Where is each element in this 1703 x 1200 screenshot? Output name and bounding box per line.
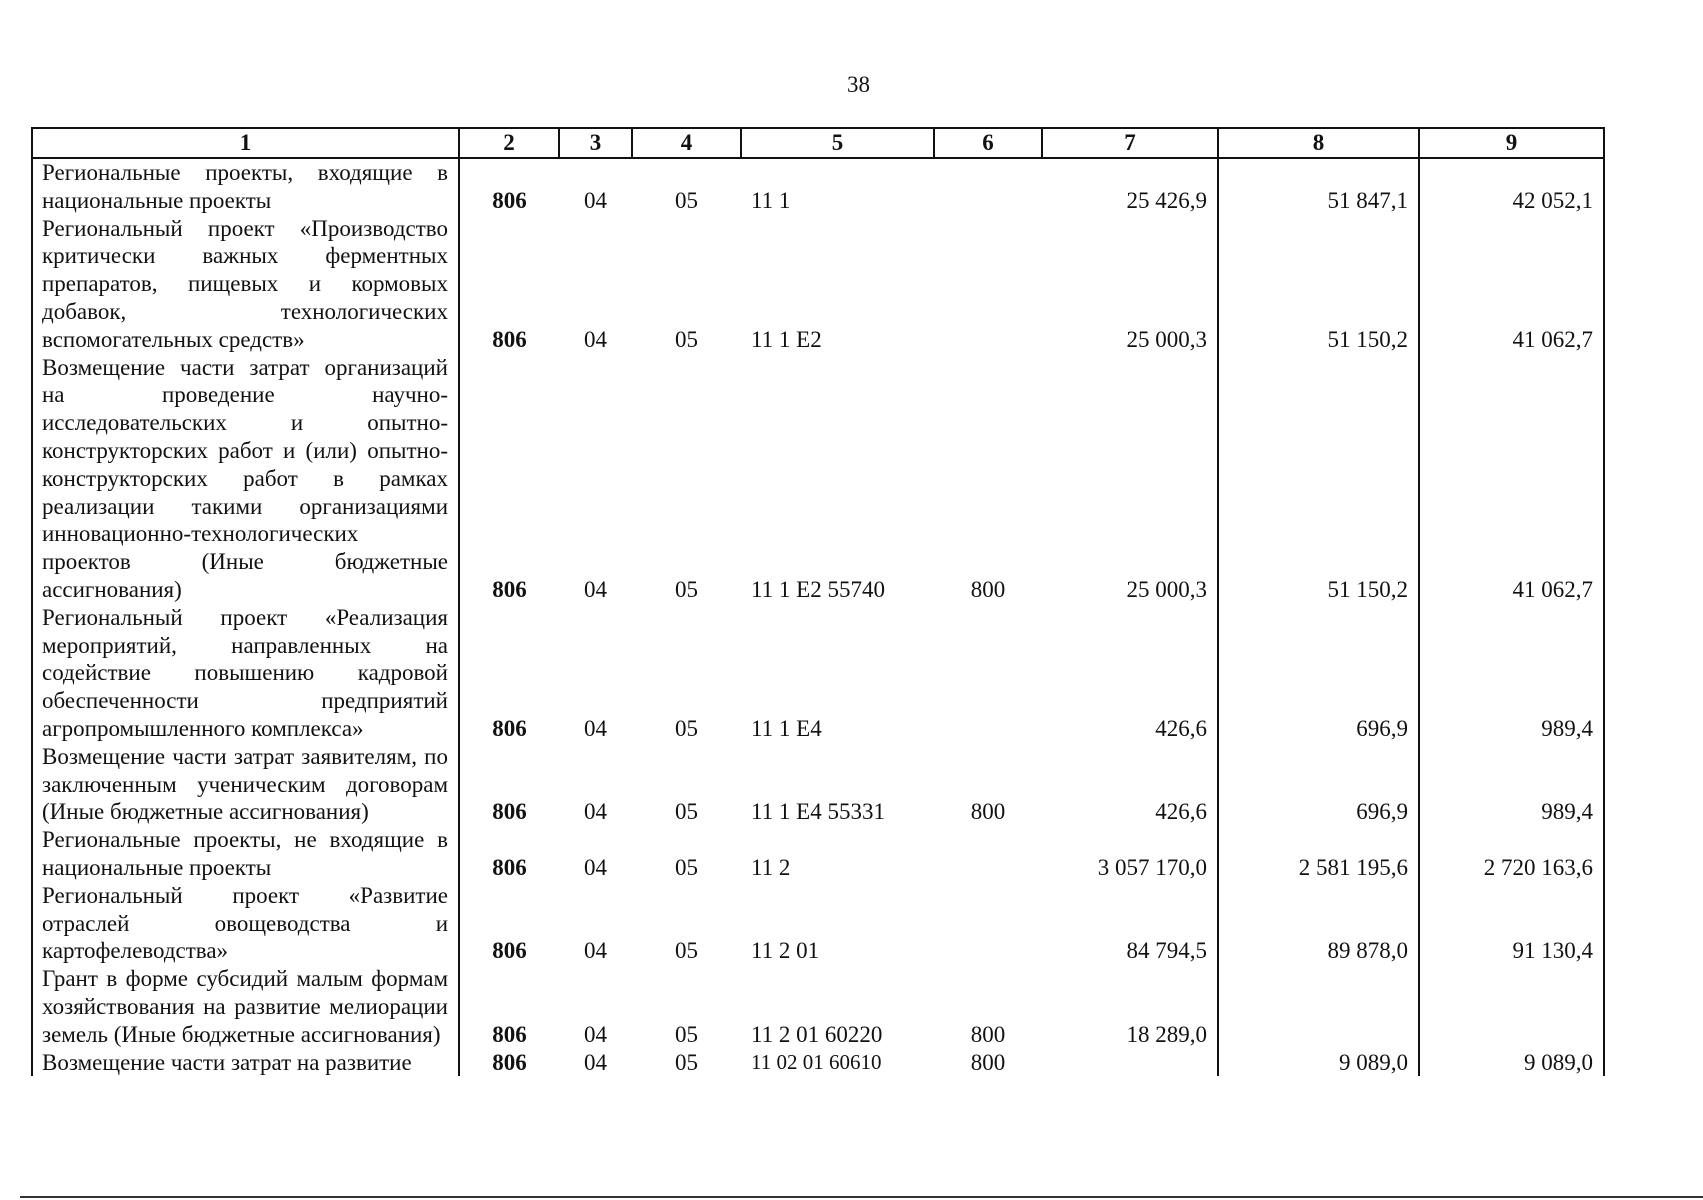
table-row [32,604,1604,743]
expense-type-code [934,882,1042,965]
table-row [32,882,1604,965]
expense-type-code [934,215,1042,354]
grbs-code: 806 [492,854,527,880]
amount-col9: 41 062,7 [1419,354,1604,604]
amount-col9: 91 130,4 [1419,882,1604,965]
target-article-code: 11 2 [751,854,791,880]
subsection-code: 05 [675,1049,698,1075]
expense-type-code [934,826,1042,882]
budget-table [31,127,1605,1076]
amount-col7: 25 000,3 [1042,354,1218,604]
amount-col9: 989,4 [1419,743,1604,826]
amount-col9 [1419,965,1604,1048]
amount-col9: 2 720 163,6 [1419,826,1604,882]
target-article-code: 11 1 E4 55331 [751,799,885,825]
grbs-code: 806 [492,576,527,602]
row-description: Возмещение части затрат на развитие [32,1049,459,1077]
expense-type-code: 800 [970,1021,1006,1047]
subsection-code: 05 [675,854,698,880]
amount-col7: 25 000,3 [1042,215,1218,354]
subsection-code: 05 [675,799,698,825]
grbs-code: 806 [492,715,527,741]
target-article-code: 11 02 01 60610 [751,1049,882,1074]
amount-col7: 3 057 170,0 [1042,826,1218,882]
target-article-code: 11 1 E2 55740 [751,576,885,602]
page-number: 38 [847,72,870,97]
row-description: Региональные проекты, не входящие в национальные проекты [32,826,459,882]
column-header: 4 [632,128,741,158]
column-header: 6 [934,128,1042,158]
column-header: 7 [1042,128,1218,158]
amount-col8: 51 847,1 [1218,158,1419,215]
target-article-code: 11 2 01 [751,938,820,964]
target-article-code: 11 2 01 60220 [751,1021,883,1047]
header-row [32,128,1604,158]
amount-col8: 696,9 [1218,743,1419,826]
row-description: Региональный проект «Реализация мероприятий, направленных на содействие повышению кадровой обеспеченности предприятий агропромышленного комплекса» [32,604,459,743]
amount-col8: 51 150,2 [1218,354,1419,604]
row-description: Региональный проект «Производство критически важных ферментных препаратов, пищевых и кормовых добавок, технологических вспомогательных средств» [32,215,459,354]
target-article-code: 11 1 E2 [751,326,822,352]
amount-col7 [1042,1049,1218,1077]
grbs-code: 806 [492,799,527,825]
amount-col9: 9 089,0 [1419,1049,1604,1077]
column-header: 2 [459,128,559,158]
section-code: 04 [584,938,607,964]
expense-type-code: 800 [970,1049,1006,1075]
row-description: Региональный проект «Развитие отраслей овощеводства и картофелеводства» [32,882,459,965]
subsection-code: 05 [675,326,698,352]
amount-col9: 989,4 [1419,604,1604,743]
table-row [32,826,1604,882]
amount-col7: 84 794,5 [1042,882,1218,965]
column-header: 5 [741,128,934,158]
amount-col8: 89 878,0 [1218,882,1419,965]
grbs-code: 806 [492,1021,527,1047]
subsection-code: 05 [675,187,698,213]
column-header: 1 [32,128,459,158]
section-code: 04 [584,715,607,741]
amount-col9: 42 052,1 [1419,158,1604,215]
expense-type-code [934,158,1042,215]
amount-col8: 696,9 [1218,604,1419,743]
table-row [32,215,1604,354]
column-header: 3 [559,128,632,158]
page-bottom-rule [20,1196,1703,1198]
section-code: 04 [584,576,607,602]
table-row [32,965,1604,1048]
amount-col8: 51 150,2 [1218,215,1419,354]
amount-col7: 426,6 [1042,743,1218,826]
subsection-code: 05 [675,715,698,741]
section-code: 04 [584,326,607,352]
amount-col8: 9 089,0 [1218,1049,1419,1077]
amount-col7: 18 289,0 [1042,965,1218,1048]
expense-type-code: 800 [970,799,1006,825]
target-article-code: 11 1 [751,187,791,213]
table-row [32,1049,1604,1077]
grbs-code: 806 [492,187,527,213]
amount-col7: 25 426,9 [1042,158,1218,215]
row-description: Региональные проекты, входящие в национальные проекты [32,158,459,215]
row-description: Возмещение части затрат организаций на проведение научно-исследовательских и опытно-конструкторских работ и (или) опытно-конструкторских работ в рамках реализации такими организациями инновационно-технологических проектов (Иные бюджетные ассигнования) [32,354,459,604]
grbs-code: 806 [492,938,527,964]
expense-type-code [934,604,1042,743]
table-row [32,158,1604,215]
section-code: 04 [584,1049,607,1075]
amount-col7: 426,6 [1042,604,1218,743]
expense-type-code: 800 [970,576,1006,602]
table-row [32,354,1604,604]
section-code: 04 [584,854,607,880]
subsection-code: 05 [675,938,698,964]
amount-col9: 41 062,7 [1419,215,1604,354]
column-header: 9 [1419,128,1604,158]
row-description: Возмещение части затрат заявителям, по заключенным ученическим договорам (Иные бюджетные ассигнования) [32,743,459,826]
column-header: 8 [1218,128,1419,158]
subsection-code: 05 [675,576,698,602]
section-code: 04 [584,799,607,825]
table-row [32,743,1604,826]
amount-col8 [1218,965,1419,1048]
grbs-code: 806 [492,326,527,352]
subsection-code: 05 [675,1021,698,1047]
amount-col8: 2 581 195,6 [1218,826,1419,882]
row-description: Грант в форме субсидий малым формам хозяйствования на развитие мелиорации земель (Иные бюджетные ассигнования) [32,965,459,1048]
grbs-code: 806 [492,1049,527,1075]
target-article-code: 11 1 E4 [751,715,822,741]
section-code: 04 [584,1021,607,1047]
section-code: 04 [584,187,607,213]
